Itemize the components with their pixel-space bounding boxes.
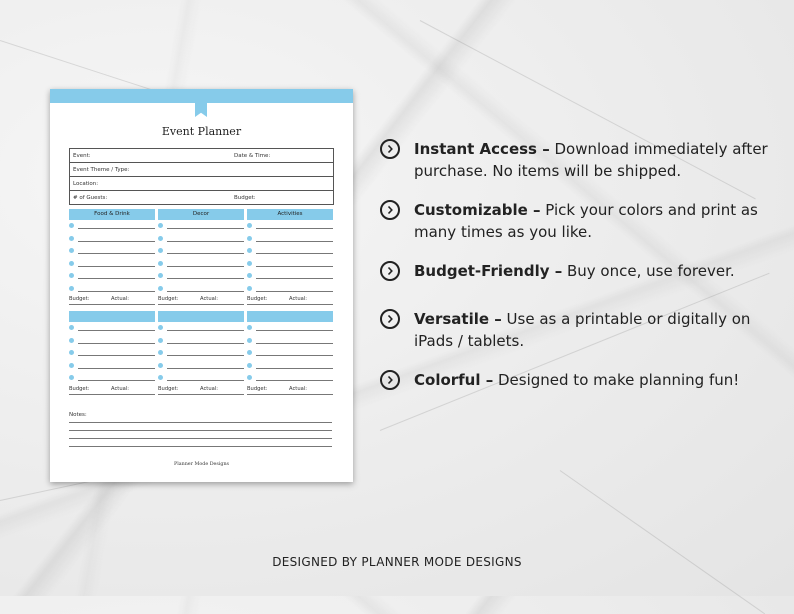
actual-label: Actual: — [200, 385, 218, 392]
bullet-dot-icon — [247, 350, 252, 355]
bullet-dot-icon — [247, 363, 252, 368]
checklist-item — [69, 233, 155, 246]
checklist-item — [158, 233, 244, 246]
notes-line — [69, 438, 332, 439]
planner-title: Event Planner — [161, 125, 242, 138]
event-info-table — [69, 148, 334, 205]
food-drink-column — [69, 209, 155, 305]
checklist-item — [247, 372, 333, 385]
write-line — [167, 253, 244, 254]
budget-label: Budget: — [158, 296, 179, 302]
budget-actual-row — [158, 295, 244, 305]
bullet-dot-icon — [158, 236, 163, 241]
write-line — [78, 330, 155, 331]
feature-title: Colorful – — [414, 371, 494, 389]
notes-line — [69, 422, 332, 423]
write-line — [78, 368, 155, 369]
bullet-dot-icon — [158, 286, 163, 291]
write-line — [256, 253, 333, 254]
bullet-dot-icon — [247, 375, 252, 380]
write-line — [78, 291, 155, 292]
checklist-item — [247, 347, 333, 360]
bullet-dot-icon — [69, 286, 74, 291]
write-line — [78, 380, 155, 381]
activities-column — [247, 209, 333, 305]
bullet-dot-icon — [158, 375, 163, 380]
designer-credit: DESIGNED BY PLANNER MODE DESIGNS — [272, 555, 522, 569]
feature-description: Buy once, use forever. — [562, 262, 735, 280]
chevron-right-circle-icon — [380, 261, 400, 281]
bullet-dot-icon — [247, 248, 252, 253]
write-line — [256, 343, 333, 344]
column-header — [158, 311, 244, 322]
checklist-item — [247, 270, 333, 283]
checklist-item — [69, 322, 155, 335]
actual-label: Actual: — [289, 296, 307, 302]
chevron-right-circle-icon — [380, 370, 400, 390]
bullet-dot-icon — [69, 325, 74, 330]
write-line — [256, 278, 333, 279]
bullet-dot-icon — [69, 350, 74, 355]
write-line — [78, 266, 155, 267]
info-row: # of Guests: Budget: — [73, 195, 256, 201]
actual-label: Actual: — [111, 296, 129, 302]
blank-column-3 — [247, 311, 333, 395]
budget-label: Budget: — [69, 296, 90, 302]
bullet-dot-icon — [247, 261, 252, 266]
write-line — [256, 291, 333, 292]
feature-description: Designed to make planning fun! — [493, 371, 740, 389]
actual-label: Actual: — [111, 385, 129, 392]
budget-actual-row — [69, 385, 155, 395]
write-line — [167, 330, 244, 331]
actual-label: Actual: — [200, 296, 218, 302]
bullet-dot-icon — [158, 338, 163, 343]
event-planner-sheet — [50, 89, 353, 482]
checklist-item — [247, 220, 333, 233]
checklist-item — [158, 335, 244, 348]
write-line — [256, 380, 333, 381]
info-row: Event: Date & Time: — [70, 149, 333, 163]
bullet-dot-icon — [158, 325, 163, 330]
checklist-item — [69, 283, 155, 296]
feature-title: Customizable – — [414, 201, 541, 219]
write-line — [78, 241, 155, 242]
write-line — [256, 228, 333, 229]
column-header — [69, 311, 155, 322]
bullet-dot-icon — [158, 350, 163, 355]
write-line — [256, 241, 333, 242]
write-line — [256, 355, 333, 356]
column-header: Decor — [158, 209, 244, 220]
chevron-right-circle-icon — [380, 309, 400, 329]
write-line — [167, 291, 244, 292]
checklist-item — [158, 220, 244, 233]
bullet-dot-icon — [69, 236, 74, 241]
planner-footer: Planner Mode Designs — [174, 462, 229, 467]
write-line — [167, 368, 244, 369]
blank-column-1 — [69, 311, 155, 395]
bullet-dot-icon — [247, 236, 252, 241]
write-line — [167, 228, 244, 229]
blank-column-2 — [158, 311, 244, 395]
checklist-item — [247, 283, 333, 296]
bullet-dot-icon — [69, 223, 74, 228]
column-header: Food & Drink — [69, 209, 155, 220]
budget-label: Budget: — [247, 296, 268, 302]
checklist-item — [158, 258, 244, 271]
checklist-item — [69, 347, 155, 360]
checklist-item — [158, 360, 244, 373]
bullet-dot-icon — [158, 223, 163, 228]
chevron-right-circle-icon — [380, 139, 400, 159]
checklist-item — [247, 233, 333, 246]
checklist-item — [69, 270, 155, 283]
column-header: Activities — [247, 209, 333, 220]
bullet-dot-icon — [247, 223, 252, 228]
checklist-item — [69, 372, 155, 385]
top-accent-bar — [50, 89, 353, 103]
write-line — [167, 343, 244, 344]
bullet-dot-icon — [69, 261, 74, 266]
feature-description: Use as a printable or digitally on iPads / tablets. — [414, 310, 751, 350]
chevron-right-circle-icon — [380, 200, 400, 220]
write-line — [78, 253, 155, 254]
bookmark-ribbon-icon — [195, 103, 207, 117]
checklist-item — [69, 335, 155, 348]
write-line — [256, 368, 333, 369]
checklist-item — [247, 322, 333, 335]
feature-title: Budget-Friendly – — [414, 262, 563, 280]
bullet-dot-icon — [158, 273, 163, 278]
budget-label: Budget: — [247, 385, 268, 392]
write-line — [78, 343, 155, 344]
decor-column — [158, 209, 244, 305]
write-line — [167, 278, 244, 279]
bullet-dot-icon — [69, 338, 74, 343]
bullet-dot-icon — [69, 248, 74, 253]
actual-label: Actual: — [289, 385, 307, 392]
write-line — [78, 355, 155, 356]
write-line — [167, 380, 244, 381]
checklist-item — [158, 372, 244, 385]
budget-actual-row — [69, 295, 155, 305]
write-line — [256, 266, 333, 267]
budget-actual-row — [247, 385, 333, 395]
budget-label: Budget: — [158, 385, 179, 392]
bullet-dot-icon — [69, 273, 74, 278]
bullet-dot-icon — [69, 375, 74, 380]
bullet-dot-icon — [247, 338, 252, 343]
checklist-item — [69, 245, 155, 258]
write-line — [167, 355, 244, 356]
checklist-item — [69, 360, 155, 373]
write-line — [167, 241, 244, 242]
notes-line — [69, 430, 332, 431]
checklist-item — [247, 335, 333, 348]
info-row: Location: — [70, 177, 333, 191]
bullet-dot-icon — [158, 248, 163, 253]
bullet-dot-icon — [247, 273, 252, 278]
feature-description: Pick your colors and print as many times as you like. — [414, 201, 758, 241]
write-line — [78, 278, 155, 279]
bullet-dot-icon — [158, 363, 163, 368]
checklist-item — [158, 347, 244, 360]
bullet-dot-icon — [69, 363, 74, 368]
bullet-dot-icon — [247, 286, 252, 291]
checklist-item — [247, 360, 333, 373]
checklist-item — [69, 220, 155, 233]
checklist-item — [247, 258, 333, 271]
checklist-item — [158, 270, 244, 283]
budget-actual-row — [158, 385, 244, 395]
budget-label: Budget: — [69, 385, 90, 392]
notes-line — [69, 446, 332, 447]
feature-description: Download immediately after purchase. No items will be shipped. — [414, 140, 768, 180]
checklist-item — [69, 258, 155, 271]
notes-label: Notes: — [69, 412, 87, 418]
checklist-item — [158, 322, 244, 335]
checklist-item — [158, 283, 244, 296]
bullet-dot-icon — [158, 261, 163, 266]
checklist-item — [158, 245, 244, 258]
write-line — [256, 330, 333, 331]
write-line — [167, 266, 244, 267]
feature-title: Versatile – — [414, 310, 502, 328]
write-line — [78, 228, 155, 229]
bullet-dot-icon — [247, 325, 252, 330]
column-header — [247, 311, 333, 322]
checklist-item — [247, 245, 333, 258]
info-row: Event Theme / Type: — [70, 163, 333, 177]
feature-title: Instant Access – — [414, 140, 550, 158]
budget-actual-row — [247, 295, 333, 305]
